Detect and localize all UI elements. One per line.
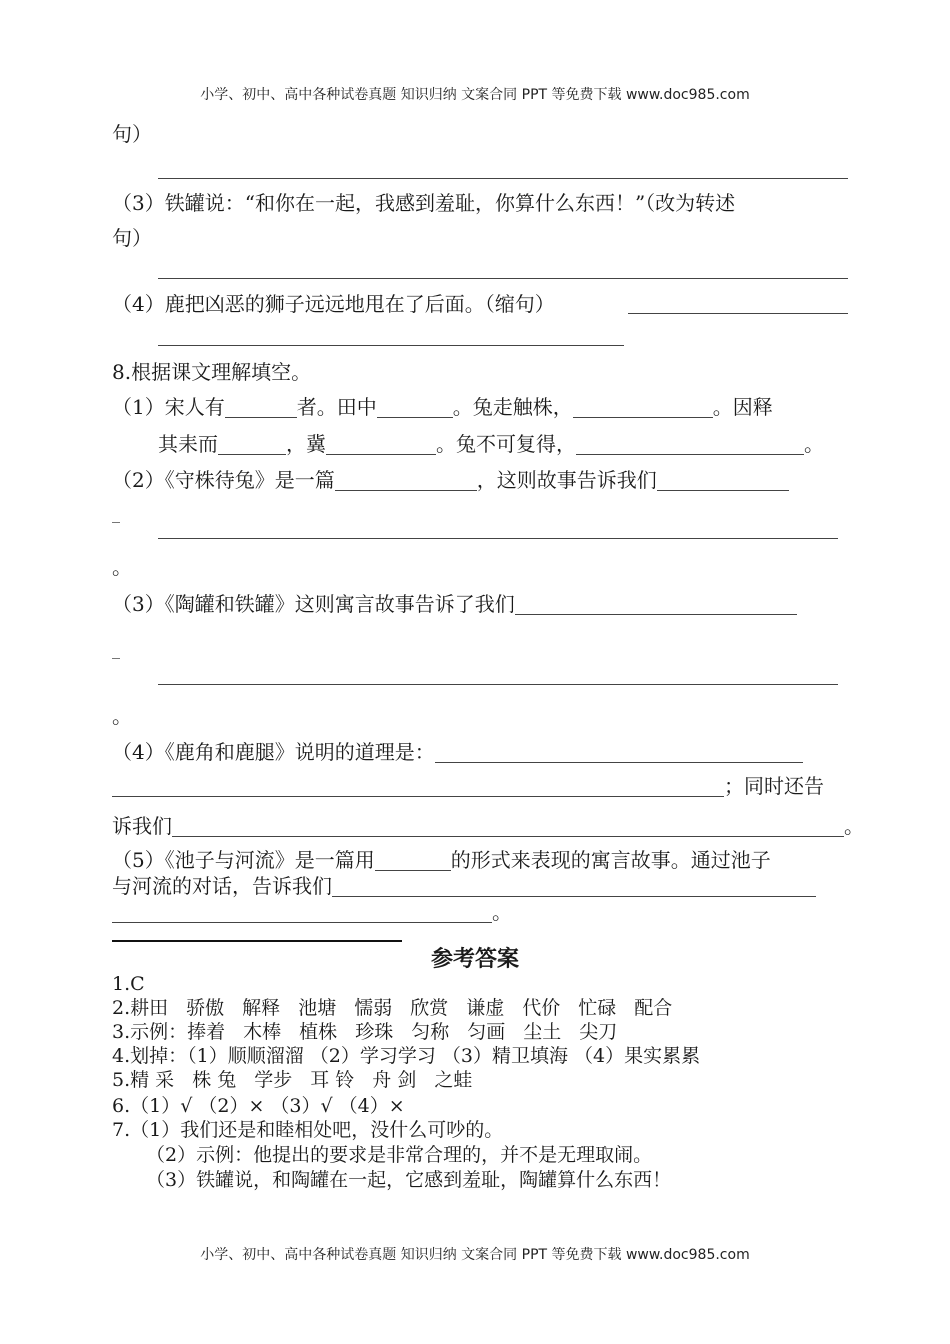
q8-item4-row3	[112, 812, 864, 840]
text: 。	[844, 814, 864, 838]
word: 捧着	[187, 1021, 226, 1043]
period: 。	[112, 555, 132, 579]
period: 。	[112, 704, 132, 728]
blank	[112, 902, 492, 923]
answer-7-2: （2）示例：他提出的要求是非常合理的，并不是无理取闹。	[146, 1144, 653, 1166]
answer-7-1: 7.（1）我们还是和睦相处吧，没什么可吵的。	[112, 1119, 504, 1141]
answers-title: 参考答案	[430, 947, 519, 972]
word: 池塘	[298, 997, 337, 1019]
q7-item3-b: 句）	[112, 226, 152, 250]
q7-item4: （4）鹿把凶恶的狮子远远地甩在了后面。（缩句）	[112, 292, 555, 316]
word: 骄傲	[186, 997, 225, 1019]
text: 诉我们	[112, 814, 172, 838]
answer-line	[628, 313, 848, 314]
answer-2	[112, 996, 690, 1020]
text: 。兔不可复得，	[436, 432, 576, 456]
q8-item5-row3	[112, 898, 512, 926]
text: 。	[492, 900, 512, 924]
word: 匀称	[411, 1021, 450, 1043]
blank	[576, 434, 804, 455]
blank	[335, 470, 477, 491]
q8-title: 8.根据课文理解填空。	[112, 360, 312, 384]
word: 耳 铃	[310, 1069, 355, 1091]
q7-cont: 句）	[112, 122, 152, 146]
dash: _	[112, 640, 120, 659]
text: （4）《鹿角和鹿腿》说明的道理是：	[112, 740, 435, 764]
word: 舟 剑	[372, 1069, 417, 1091]
dash: _	[112, 504, 120, 523]
text: ，冀	[286, 432, 326, 456]
q8-item4-row1	[112, 738, 803, 766]
word: 学步	[254, 1069, 293, 1091]
text: 。因释	[712, 395, 773, 419]
q8-item5-row1	[112, 846, 771, 874]
q7-item3-a: （3）铁罐说：“和你在一起，我感到羞耻，你算什么东西！”（改为转述	[112, 191, 736, 215]
text: （3）《陶罐和铁罐》这则寓言故事告诉了我们	[112, 592, 515, 616]
blank	[657, 470, 789, 491]
blank	[375, 850, 451, 871]
q8-item1-row1	[112, 393, 773, 421]
word: 株 兔	[192, 1069, 237, 1091]
word: 代价	[522, 997, 561, 1019]
word: 谦虚	[466, 997, 505, 1019]
blank	[435, 742, 803, 763]
word: 耕田	[130, 997, 169, 1019]
word: 配合	[634, 997, 673, 1019]
text: 其耒而	[158, 432, 218, 456]
word: 精 采	[130, 1069, 175, 1091]
blank	[218, 434, 286, 455]
word: 之蛙	[434, 1069, 473, 1091]
text: 的形式来表现的寓言故事。通过池子	[450, 848, 771, 872]
q8-item1-row2	[158, 430, 824, 458]
answer-line	[158, 684, 838, 685]
page-header: 小学、初中、高中各种试卷真题 知识归纳 文案合同 PPT 等免费下载 www.doc985.com	[200, 87, 750, 103]
answer-5	[112, 1068, 490, 1092]
text: （1）宋人有	[112, 395, 225, 419]
label: 3.示例：	[112, 1021, 188, 1043]
label: 2.	[112, 997, 131, 1019]
answer-1: 1.C	[112, 973, 145, 995]
word: 木棒	[243, 1021, 282, 1043]
text: 。兔走触株，	[452, 395, 573, 419]
text: （2）《守株待兔》是一篇	[112, 468, 335, 492]
word: 尖刀	[579, 1021, 618, 1043]
answer-6: 6.（1）√ （2）× （3）√ （4）×	[112, 1095, 405, 1117]
text: 。	[804, 432, 824, 456]
word: 匀画	[467, 1021, 506, 1043]
label: 5.	[112, 1069, 131, 1091]
answer-line	[158, 538, 838, 539]
word: 尘土	[523, 1021, 562, 1043]
answer-7-3: （3）铁罐说，和陶罐在一起，它感到羞耻，陶罐算什么东西！	[146, 1169, 672, 1191]
q8-item2	[112, 466, 789, 494]
answer-line	[158, 278, 848, 279]
text: ；同时还告	[724, 774, 824, 798]
blank	[112, 776, 724, 797]
answer-4: 4.划掉：（1）顺顺溜溜 （2）学习学习 （3）精卫填海 （4）果实累累	[112, 1045, 701, 1067]
blank	[225, 397, 297, 418]
word: 解释	[242, 997, 281, 1019]
blank	[172, 816, 844, 837]
blank	[515, 594, 797, 615]
text: （5）《池子与河流》是一篇用	[112, 848, 375, 872]
answer-3	[112, 1020, 635, 1044]
q8-item4-row2	[112, 772, 824, 800]
blank	[326, 434, 436, 455]
word: 植株	[299, 1021, 338, 1043]
word: 懦弱	[354, 997, 393, 1019]
text: 者。田中	[296, 395, 377, 419]
blank	[377, 397, 453, 418]
text: 与河流的对话，告诉我们	[112, 874, 332, 898]
answer-line	[158, 345, 624, 346]
blank	[332, 876, 816, 897]
answer-line	[158, 178, 848, 179]
blank	[573, 397, 713, 418]
word: 珍珠	[355, 1021, 394, 1043]
word: 忙碌	[578, 997, 617, 1019]
q8-item3	[112, 590, 797, 618]
page-footer: 小学、初中、高中各种试卷真题 知识归纳 文案合同 PPT 等免费下载 www.doc985.com	[200, 1247, 750, 1263]
word: 欣赏	[410, 997, 449, 1019]
text: ，这则故事告诉我们	[476, 468, 657, 492]
q8-item5-row2	[112, 872, 816, 900]
